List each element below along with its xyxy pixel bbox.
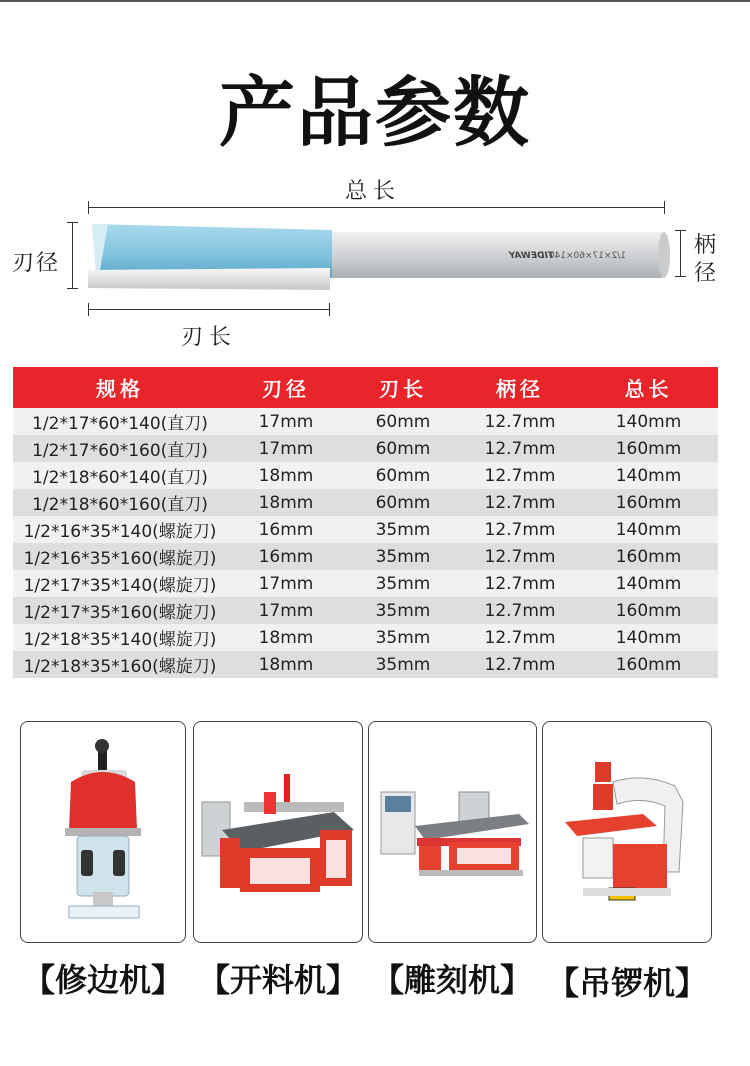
table-row <box>13 462 718 489</box>
table-row <box>13 597 718 624</box>
cell-total-length: 140mm <box>579 624 718 651</box>
shank-diameter-tick-top <box>675 230 686 231</box>
top-border <box>0 0 750 2</box>
cell-blade-length: 60mm <box>345 408 461 435</box>
table-header-row <box>13 367 718 408</box>
cell-blade-diameter: 16mm <box>227 543 345 570</box>
cell-total-length: 140mm <box>579 570 718 597</box>
cell-blade-diameter: 18mm <box>227 462 345 489</box>
table-row <box>13 489 718 516</box>
blade-length-tick-left <box>88 303 89 316</box>
cell-blade-length: 60mm <box>345 489 461 516</box>
cell-blade-diameter: 18mm <box>227 624 345 651</box>
blade-diameter-line <box>72 222 73 289</box>
cell-blade-length: 35mm <box>345 570 461 597</box>
cell-shank-diameter: 12.7mm <box>461 651 579 678</box>
table-row <box>13 435 718 462</box>
blade-diameter-tick-bottom <box>67 288 78 289</box>
cell-blade-diameter: 17mm <box>227 408 345 435</box>
cell-shank-diameter: 12.7mm <box>461 624 579 651</box>
cell-total-length: 160mm <box>579 435 718 462</box>
cell-blade-diameter: 17mm <box>227 570 345 597</box>
blade-length-label: 刃长 <box>181 325 238 350</box>
cell-total-length: 140mm <box>579 408 718 435</box>
overhead-router-machine-icon <box>543 722 713 944</box>
cell-shank-diameter: 12.7mm <box>461 435 579 462</box>
page-title: 产品参数 <box>219 68 531 157</box>
blade-length-line <box>88 309 330 310</box>
shank-diameter-label-bottom: 径 <box>694 261 717 286</box>
svg-text:TIDEWAY: TIDEWAY <box>508 251 554 261</box>
machine-card-overhead-router <box>542 721 712 943</box>
total-length-tick-left <box>88 201 89 214</box>
cell-shank-diameter: 12.7mm <box>461 597 579 624</box>
machine-label-engraving: 【雕刻机】 <box>371 961 532 999</box>
header-blade-diameter: 刃径 <box>227 367 345 408</box>
cell-total-length: 140mm <box>579 462 718 489</box>
machine-card-engraving <box>368 721 537 943</box>
cell-shank-diameter: 12.7mm <box>461 516 579 543</box>
cell-spec: 1/2*18*60*140(直刀) <box>13 462 227 489</box>
machine-label-trimmer: 【修边机】 <box>22 961 183 999</box>
cell-blade-diameter: 18mm <box>227 651 345 678</box>
cell-blade-diameter: 16mm <box>227 516 345 543</box>
total-length-line <box>88 207 665 208</box>
cell-total-length: 160mm <box>579 489 718 516</box>
cell-total-length: 160mm <box>579 651 718 678</box>
shank-diameter-line <box>680 230 681 277</box>
svg-text:1/2×17×60×140: 1/2×17×60×140 <box>548 251 626 261</box>
header-blade-length: 刃长 <box>345 367 461 408</box>
shank-diameter-tick-bottom <box>675 276 686 277</box>
cell-shank-diameter: 12.7mm <box>461 462 579 489</box>
machine-card-trimmer <box>20 721 186 943</box>
cell-spec: 1/2*17*60*140(直刀) <box>13 408 227 435</box>
cell-spec: 1/2*17*35*140(螺旋刀) <box>13 570 227 597</box>
blade-diameter-label: 刃径 <box>12 251 61 276</box>
machine-label-overhead-router: 【吊锣机】 <box>546 964 707 1002</box>
cell-total-length: 160mm <box>579 597 718 624</box>
cell-spec: 1/2*17*60*160(直刀) <box>13 435 227 462</box>
table-row <box>13 570 718 597</box>
shank-diameter-label-top: 柄 <box>694 233 717 258</box>
table-row <box>13 624 718 651</box>
trimmer-machine-icon <box>21 722 187 944</box>
cell-blade-length: 60mm <box>345 435 461 462</box>
cell-shank-diameter: 12.7mm <box>461 543 579 570</box>
header-total-length: 总长 <box>579 367 718 408</box>
table-row <box>13 516 718 543</box>
cell-spec: 1/2*18*60*160(直刀) <box>13 489 227 516</box>
cell-blade-length: 35mm <box>345 651 461 678</box>
machine-label-cnc-cutting: 【开料机】 <box>197 961 358 999</box>
cell-spec: 1/2*18*35*140(螺旋刀) <box>13 624 227 651</box>
machine-card-cnc-cutting <box>193 721 363 943</box>
total-length-label: 总长 <box>345 179 402 204</box>
cell-spec: 1/2*17*35*160(螺旋刀) <box>13 597 227 624</box>
cell-blade-diameter: 17mm <box>227 435 345 462</box>
table-row <box>13 543 718 570</box>
blade-diameter-tick-top <box>67 222 78 223</box>
cell-spec: 1/2*16*35*140(螺旋刀) <box>13 516 227 543</box>
header-shank-diameter: 柄径 <box>461 367 579 408</box>
cnc-cutting-machine-icon <box>194 722 364 944</box>
cell-shank-diameter: 12.7mm <box>461 570 579 597</box>
cell-spec: 1/2*18*35*160(螺旋刀) <box>13 651 227 678</box>
cell-blade-length: 60mm <box>345 462 461 489</box>
cell-total-length: 140mm <box>579 516 718 543</box>
table-row <box>13 651 718 678</box>
engraving-machine-icon <box>369 722 538 944</box>
cell-blade-length: 35mm <box>345 516 461 543</box>
cell-blade-length: 35mm <box>345 597 461 624</box>
router-bit-image <box>86 218 672 292</box>
cell-total-length: 160mm <box>579 543 718 570</box>
blade-length-tick-right <box>329 303 330 316</box>
cell-blade-length: 35mm <box>345 624 461 651</box>
cell-spec: 1/2*16*35*160(螺旋刀) <box>13 543 227 570</box>
table-row <box>13 408 718 435</box>
cell-blade-diameter: 18mm <box>227 489 345 516</box>
total-length-tick-right <box>664 201 665 214</box>
spec-table <box>13 367 718 678</box>
header-spec: 规格 <box>13 367 227 408</box>
cell-blade-diameter: 17mm <box>227 597 345 624</box>
cell-shank-diameter: 12.7mm <box>461 408 579 435</box>
cell-shank-diameter: 12.7mm <box>461 489 579 516</box>
cell-blade-length: 35mm <box>345 543 461 570</box>
